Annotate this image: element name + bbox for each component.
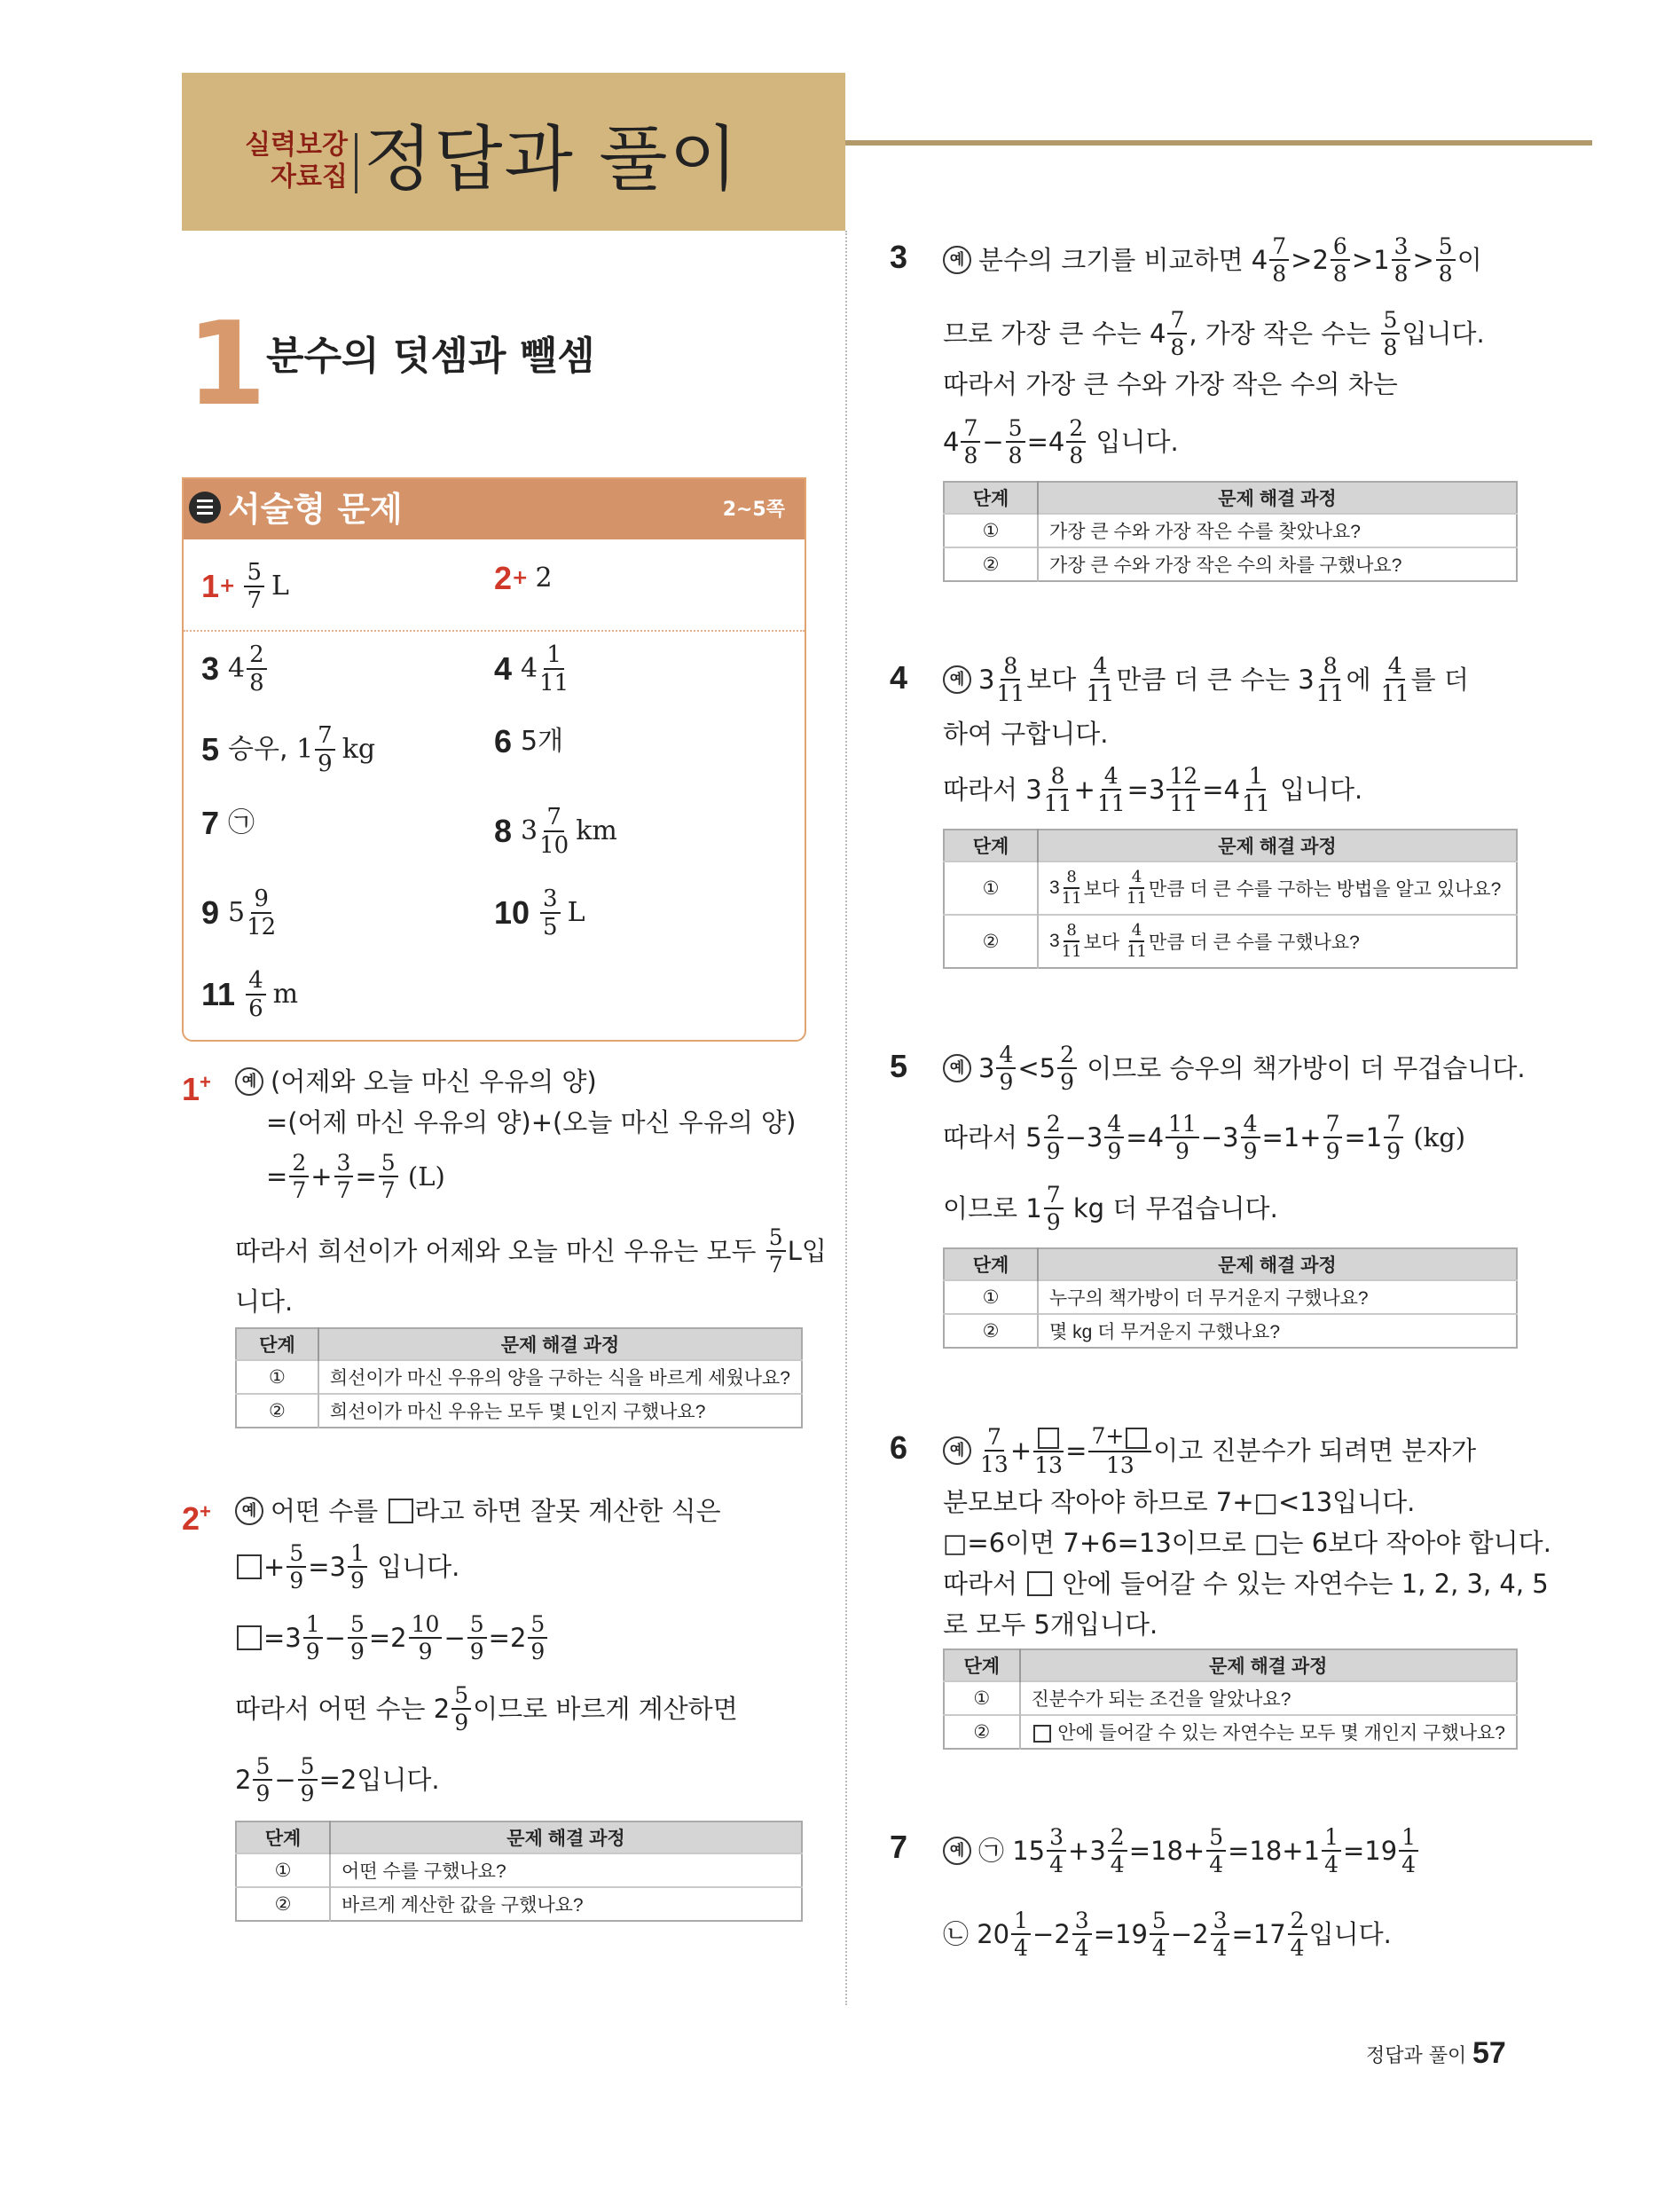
solution-line: 따라서 안에 들어갈 수 있는 자연수는 1, 2, 3, 4, 5: [943, 1569, 1549, 1599]
solution-number: 4: [890, 659, 908, 696]
answer-item: 2 + 2: [494, 560, 553, 596]
solution-line: □=6이면 7+6=13이므로 □는 6보다 작아야 합니다.: [943, 1528, 1551, 1558]
solution-line: 따라서 희선이가 어제와 오늘 마신 우유는 모두 5 7 L입: [235, 1224, 827, 1278]
answer-item: 10 3 5 L: [494, 885, 585, 940]
answer-fraction: 7 9: [315, 724, 335, 775]
solution-equation: 예 ㉠ 15 3 4 +3 $\frac{2}{4}$ =18+ $\frac{5}{4}$ =18+1 $\frac{1}{4}$ =19 1 4: [943, 1826, 1420, 1876]
solution-line: 므로 가장 큰 수는 4 7 8 , 가장 작은 수는 5 8 입니다.: [943, 307, 1485, 360]
solution-line: =(어제 마신 우유의 양)+(오늘 마신 우유의 양): [266, 1107, 797, 1137]
answer-fraction: 9 12: [247, 885, 277, 940]
answer-box-separator: [184, 630, 805, 632]
answer-number: 7: [201, 805, 220, 841]
solution-line: 예 3 8 11 보다 4 11 만큼 더 큰 수는 3 8 11 에 4 11 를 더: [943, 655, 1469, 704]
list-icon: [189, 492, 221, 523]
solution-number: 7: [890, 1829, 908, 1865]
answer-fraction: $\frac{5}{7}$: [244, 561, 264, 612]
solution-line: 니다.: [235, 1286, 294, 1317]
solution-line: 분모보다 작아야 하므로 7+□<13입니다.: [943, 1487, 1416, 1517]
solution-line: 하여 구합니다.: [943, 719, 1109, 749]
answer-box-pages: 2~5쪽: [722, 499, 785, 521]
solution-line: 이므로 1 7 9 kg 더 무겁습니다.: [943, 1182, 1278, 1235]
answer-fraction: 7 10: [539, 804, 569, 859]
example-mark: 예: [943, 1054, 971, 1082]
grading-table: 단계 문제 해결 과정 ① 어떤 수를 구했나요? ② 바르게 계산한 값을 구했나요?: [235, 1821, 803, 1922]
solution-equation: = $\frac{2}{7}$ + $\frac{3}{7}$ = $\frac{5}{7}$ (L): [266, 1150, 445, 1203]
example-mark: 예: [943, 1436, 971, 1465]
grading-table: 단계 문제 해결 과정 ① 희선이가 마신 우유의 양을 구하는 식을 바르게 세웠나요? ② 희선이가 마신 우유는 모두 몇 L인지 구했나요?: [235, 1327, 803, 1428]
answer-item: 3 4 2 8: [201, 643, 269, 695]
answer-box-header: [184, 479, 805, 539]
solution-line: 로 모두 5개입니다.: [943, 1609, 1158, 1640]
answer-item: 8 3 7 10 km: [494, 804, 617, 859]
solution-line: 따라서 가장 큰 수와 가장 작은 수의 차는: [943, 369, 1398, 399]
solution-number: 6: [890, 1429, 908, 1466]
header-divider: [355, 133, 357, 193]
answer-number: 11: [201, 976, 236, 1012]
example-mark: 예: [235, 1497, 263, 1525]
solution-equation: 따라서 5 2 9 −3 $\frac{4}{9}$ =4 11 9 −3 $\frac{4}{9}$ =1+ $\frac{7}{9}$ =1 7 9 (kg): [943, 1111, 1466, 1164]
solution-line: 따라서 어떤 수는 2 5 9 이므로 바르게 계산하면: [235, 1682, 738, 1735]
answer-item: 6 5개: [494, 723, 564, 759]
solution-number: 1+: [182, 1071, 211, 1107]
grading-table: 단계 문제 해결 과정 ① 3 8 11 보다 4 11 만큼 더 큰 수를 구하는 방법을 알고 있나요? ② 3 8 11 보다 4 11 만큼 더 큰 수를 구했나요?: [943, 829, 1518, 969]
solution-line: 예 (어제와 오늘 마신 우유의 양): [235, 1063, 597, 1100]
answer-number: 1: [201, 568, 220, 604]
answer-number: 9: [201, 894, 220, 931]
solution-line: 예 분수의 크기를 비교하면 4 7 8 >2 6 8 >1 3 8 > 5 8 이: [943, 235, 1482, 285]
answer-fraction: 4 6: [246, 969, 266, 1020]
answer-number: 2: [494, 560, 513, 596]
solution-equation: =3 1 9 − $\frac{5}{9}$ =2 10 9 − $\frac{5}{9}$ =2 5 9: [235, 1613, 549, 1663]
solution-equation: 따라서 3 8 11 + $\frac{4}{11}$ =3 $\frac{12}{11}$ =4 1 11 입니다.: [943, 763, 1363, 816]
answer-item: 7 ㉠: [201, 805, 255, 841]
example-mark: 예: [943, 246, 971, 274]
answer-number: 6: [494, 723, 513, 759]
answer-item: 9 5 9 12: [201, 885, 277, 940]
answer-number: 8: [494, 813, 513, 849]
solution-equation: 예 7 13 + 13 = $\frac{7+}{13}$ 이고 진분수가 되려면 분자가: [943, 1425, 1476, 1476]
example-mark: 예: [943, 1837, 971, 1865]
answer-item: 4 4 1 11: [494, 641, 569, 696]
answer-fraction: 2 8: [247, 643, 267, 695]
page-number: 57: [1472, 2036, 1506, 2070]
footer-label: 정답과 풀이: [1366, 2045, 1467, 2067]
solution-number: 2+: [182, 1500, 211, 1537]
solution-equation: + $\frac{5}{9}$ =3 1 9 입니다.: [235, 1542, 459, 1592]
header-rule: [845, 140, 1592, 146]
answer-fraction: 3 5: [540, 887, 561, 939]
solution-number: 3: [890, 239, 908, 275]
solution-equation: 2 5 9 − $\frac{5}{9}$ =2입니다.: [235, 1753, 440, 1806]
solution-number: 5: [890, 1048, 908, 1084]
grading-table: 단계 문제 해결 과정 ① 가장 큰 수와 가장 작은 수를 찾았나요? ② 가장 큰 수와 가장 작은 수의 차를 구했나요?: [943, 481, 1518, 582]
solution-equation: ㉡ 20 1 4 −2 $\frac{3}{4}$ =19 5 4 −2 $\frac{3}{4}$ =17 2 4 입니다.: [943, 1908, 1392, 1961]
solution-line: 예 3 4 9 <5 2 9 이므로 승우의 책가방이 더 무겁습니다.: [943, 1043, 1526, 1093]
answer-fraction: 1 11: [539, 641, 569, 696]
chapter-title: 분수의 덧셈과 뺄셈: [266, 334, 595, 379]
answer-number: 10: [494, 894, 530, 931]
answer-number: 5: [201, 731, 220, 767]
solution-line: 예 어떤 수를 라고 하면 잘못 계산한 식은: [235, 1492, 721, 1530]
column-divider: [845, 231, 847, 2005]
answer-item: 1 + $\frac{5}{7}$ L: [201, 559, 289, 614]
answer-item: 5 승우, 1 7 9 kg: [201, 722, 376, 777]
solution-equation: 4 7 8 − $\frac{5}{8}$ =4 2 8 입니다.: [943, 415, 1179, 468]
example-mark: 예: [235, 1067, 263, 1096]
answer-number: 3: [201, 650, 220, 687]
chapter-number: 1: [186, 296, 267, 431]
page-title: 정답과 풀이: [364, 118, 740, 201]
grading-table: 단계 문제 해결 과정 ① 진분수가 되는 조건을 알았나요? ② 안에 들어갈 수 있는 자연수는 모두 몇 개인지 구했나요?: [943, 1648, 1518, 1750]
answer-box-title: 서술형 문제: [228, 490, 403, 529]
answer-item: 11 4 6 m: [201, 967, 299, 1022]
example-mark: 예: [943, 665, 971, 694]
answer-box: [182, 477, 806, 1042]
series-label: 실력보강 자료집: [245, 130, 348, 193]
answer-number: 4: [494, 650, 513, 687]
grading-table: 단계 문제 해결 과정 ① 누구의 책가방이 더 무거운지 구했나요? ② 몇 kg 더 무거운지 구했나요?: [943, 1247, 1518, 1349]
